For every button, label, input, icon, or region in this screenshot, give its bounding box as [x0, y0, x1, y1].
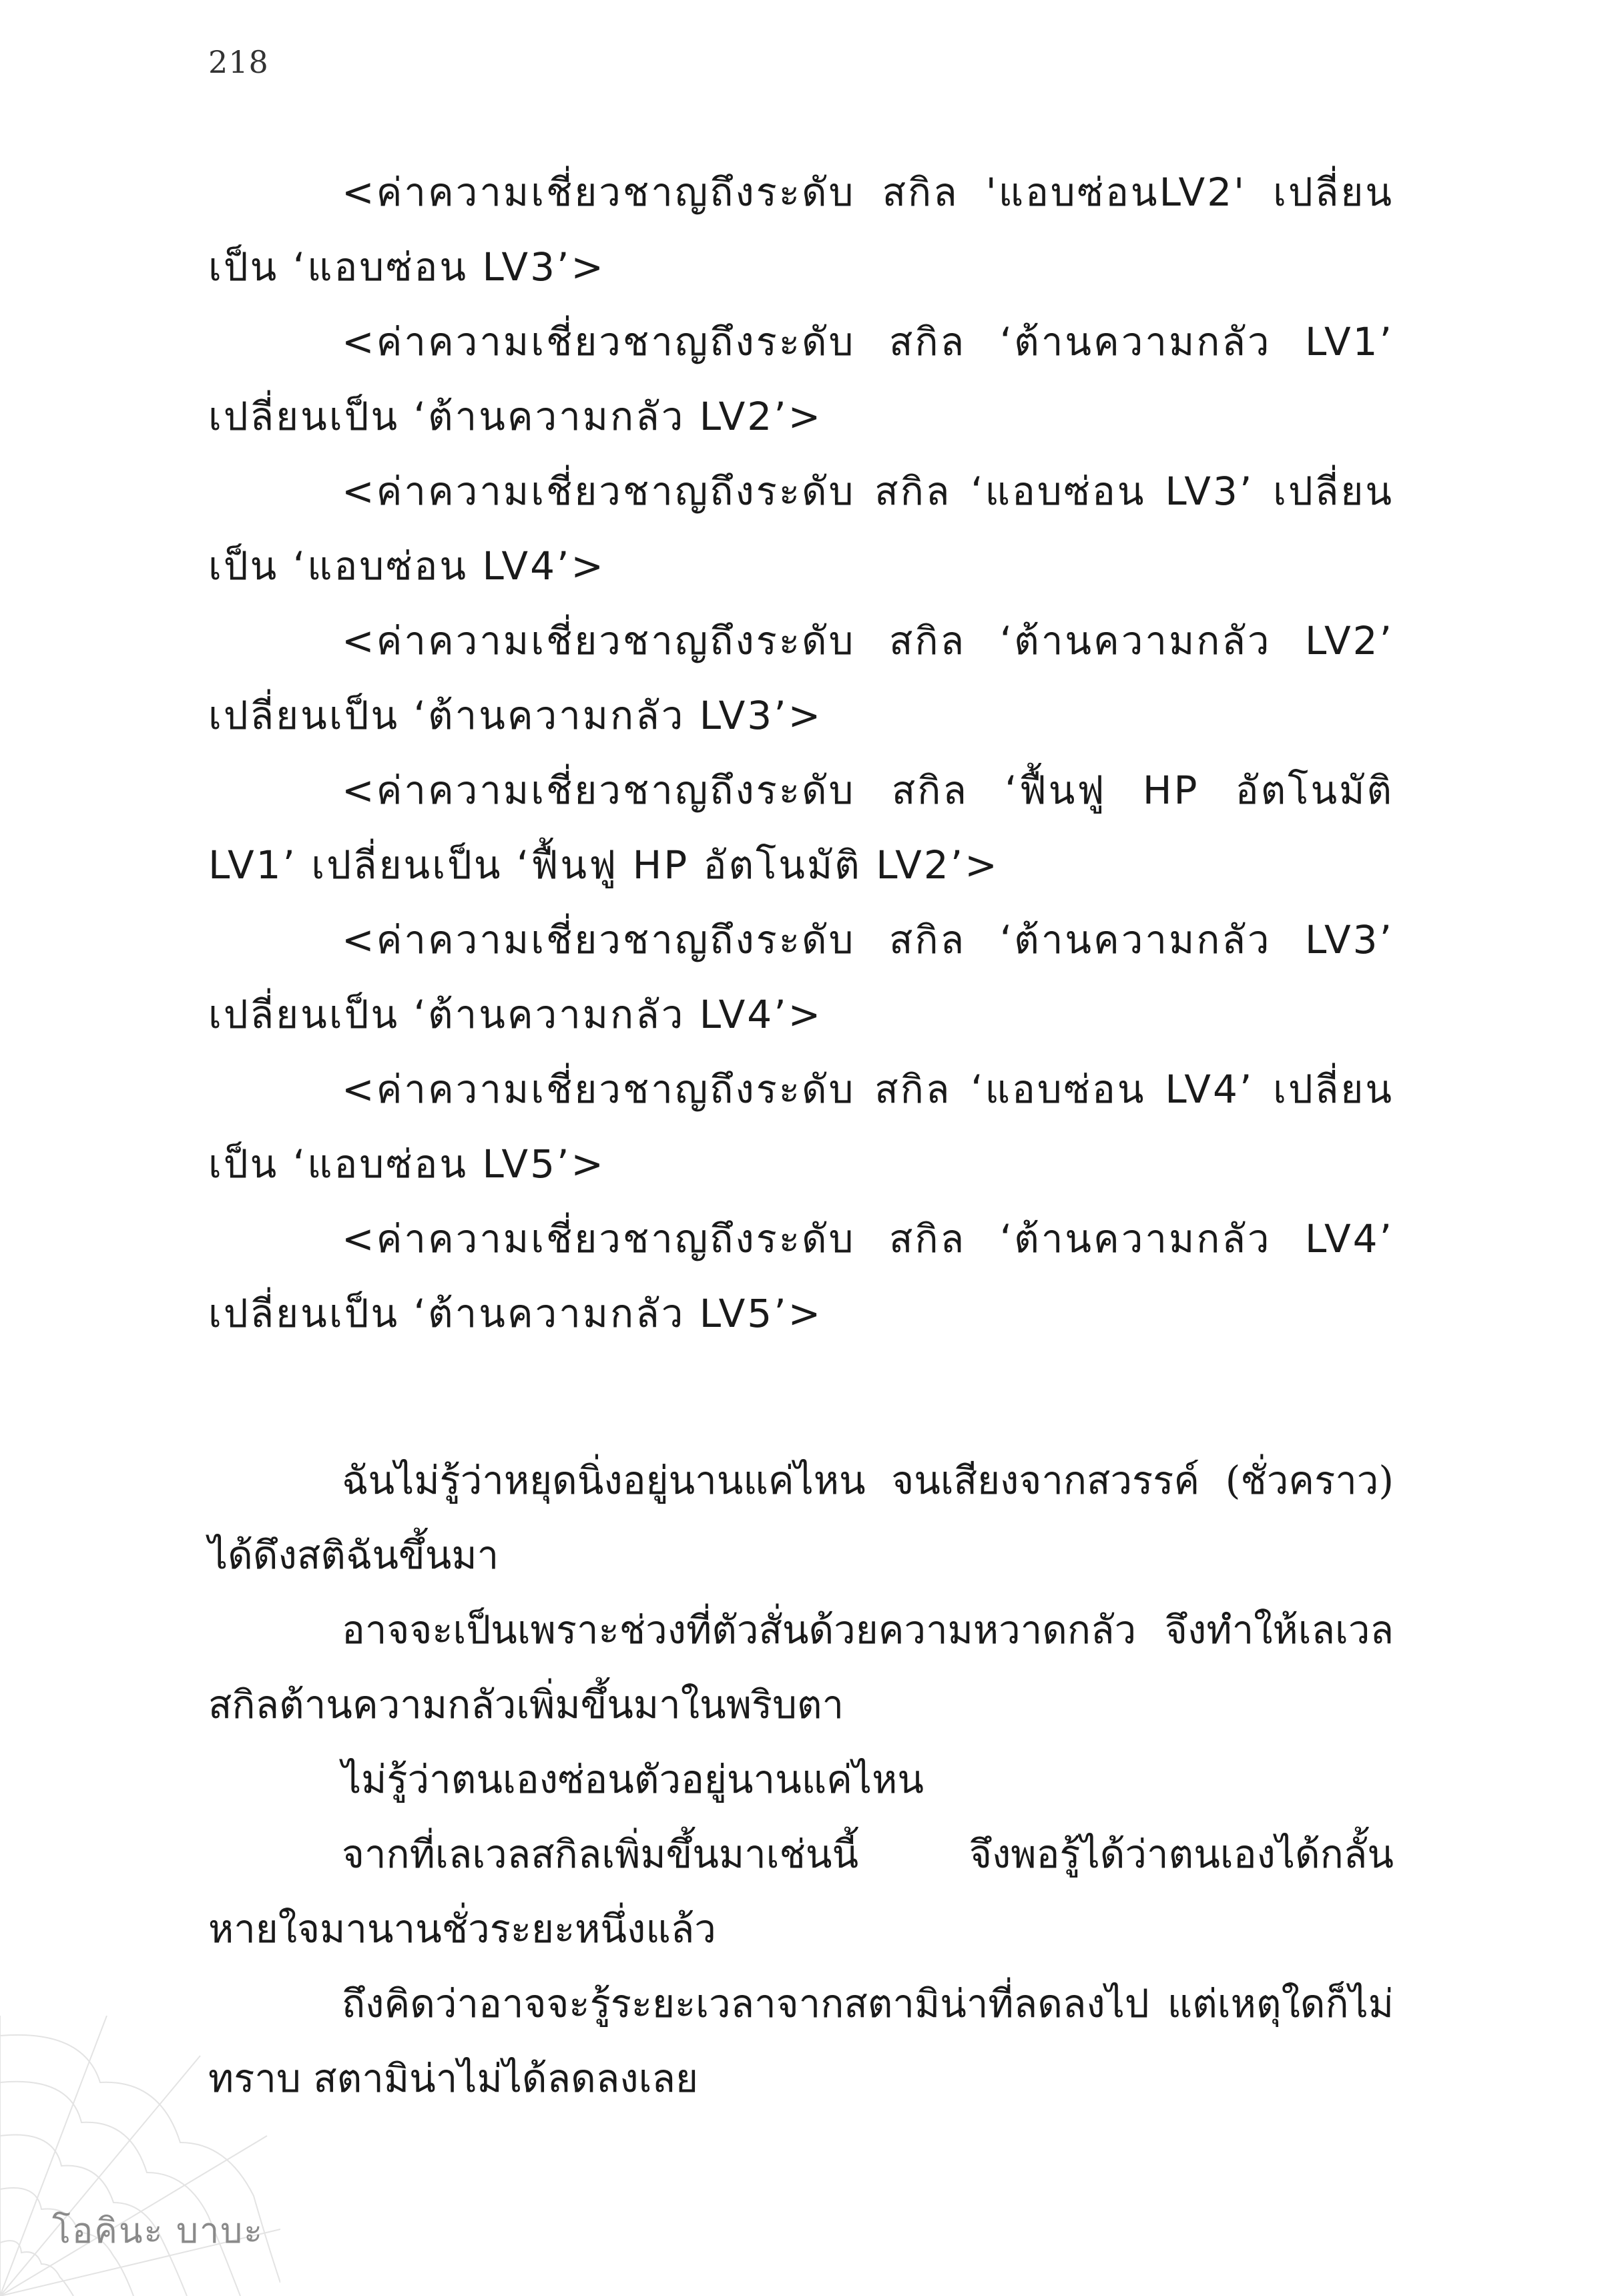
- page-number: 218: [208, 44, 269, 80]
- paragraph: ไม่รู้ว่าตนเองซ่อนตัวอยู่นานแค่ไหน: [342, 1757, 924, 1802]
- page-content: [208, 155, 1394, 2116]
- system-message: <ค่าความเชี่ยวชาญถึงระดับ สกิล ‘แอบซ่อน LV3’ เปลี่ยนเป็น ‘แอบซ่อน LV4’>: [208, 469, 1394, 589]
- paragraph: ฉันไม่รู้ว่าหยุดนิ่งอยู่นานแค่ไหน จนเสียงจากสวรรค์ (ชั่วคราว) ได้ดึงสติฉันขึ้นมา: [208, 1458, 1394, 1578]
- system-message: <ค่าความเชี่ยวชาญถึงระดับ สกิล ‘ต้านความกลัว LV3’ เปลี่ยนเป็น ‘ต้านความกลัว LV4’>: [208, 917, 1394, 1037]
- system-message: <ค่าความเชี่ยวชาญถึงระดับ สกิล ‘ต้านความกลัว LV2’ เปลี่ยนเป็น ‘ต้านความกลัว LV3’>: [208, 618, 1394, 738]
- paragraph: ถึงคิดว่าอาจจะรู้ระยะเวลาจากสตามิน่าที่ลดลงไป แต่เหตุใดก็ไม่ทราบ สตามิน่าไม่ได้ลดลงเลย: [208, 1981, 1394, 2101]
- system-message: <ค่าความเชี่ยวชาญถึงระดับ สกิล 'แอบซ่อนLV2' เปลี่ยนเป็น ‘แอบซ่อน LV3’>: [208, 170, 1394, 290]
- system-message: <ค่าความเชี่ยวชาญถึงระดับ สกิล ‘ต้านความกลัว LV1’ เปลี่ยนเป็น ‘ต้านความกลัว LV2’>: [208, 319, 1394, 439]
- paragraph: อาจจะเป็นเพราะช่วงที่ตัวสั่นด้วยความหวาดกลัว จึงทำให้เลเวลสกิลต้านความกลัวเพิ่มขึ้นมาในพริบตา: [208, 1607, 1394, 1727]
- system-message-block: [208, 155, 1394, 1351]
- book-title-footer: โอคินะ บาบะ: [52, 2211, 264, 2251]
- system-message: <ค่าความเชี่ยวชาญถึงระดับ สกิล ‘ฟื้นฟู HP อัตโนมัติ LV1’ เปลี่ยนเป็น ‘ฟื้นฟู HP อัตโนมัติ LV2’>: [208, 768, 1394, 888]
- system-message: <ค่าความเชี่ยวชาญถึงระดับ สกิล ‘ต้านความกลัว LV4’ เปลี่ยนเป็น ‘ต้านความกลัว LV5’>: [208, 1216, 1394, 1336]
- narrative-text: [208, 1443, 1394, 2116]
- system-message: <ค่าความเชี่ยวชาญถึงระดับ สกิล ‘แอบซ่อน LV4’ เปลี่ยนเป็น ‘แอบซ่อน LV5’>: [208, 1067, 1394, 1187]
- paragraph: จากที่เลเวลสกิลเพิ่มขึ้นมาเช่นนี้ จึงพอรู้ได้ว่าตนเองได้กลั้นหายใจมานานชั่วระยะหนึ่งแล้ว: [208, 1831, 1394, 1952]
